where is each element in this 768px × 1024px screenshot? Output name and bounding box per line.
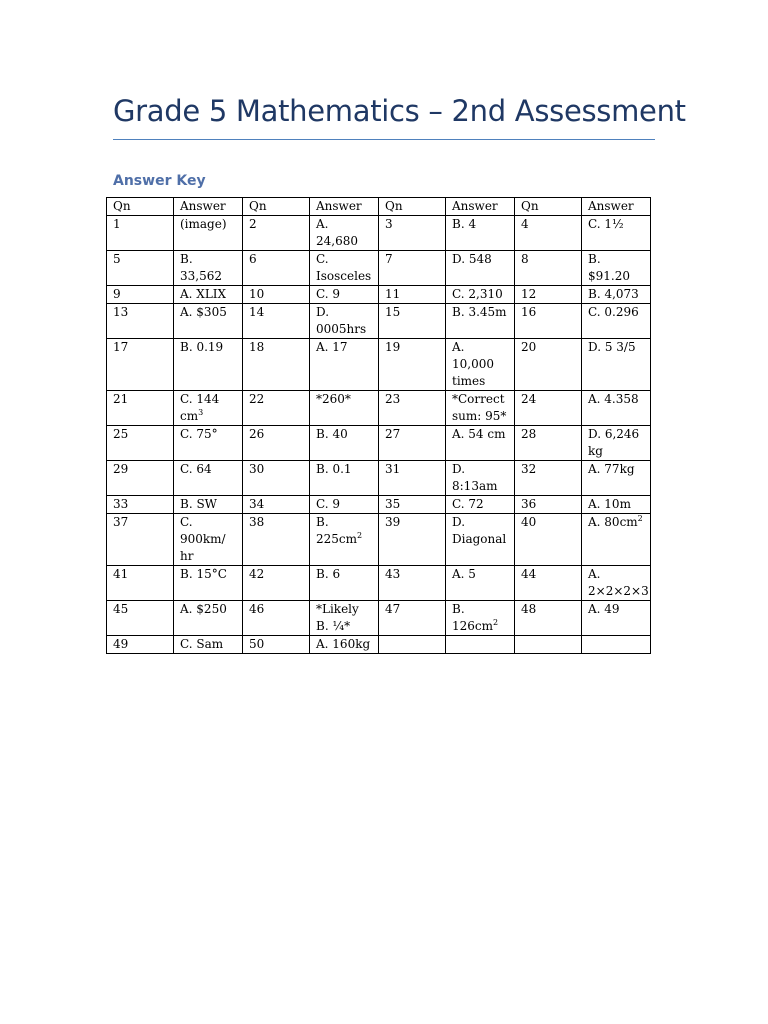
question-number-cell: 38 [243, 514, 310, 566]
question-number-cell: 43 [379, 566, 446, 601]
question-number-cell: 49 [107, 636, 174, 654]
document-title: Grade 5 Mathematics – 2nd Assessment [113, 94, 686, 128]
answer-cell [582, 426, 651, 461]
answer-table-body [107, 198, 651, 654]
answer-text: *Likely B. ¼* [316, 602, 359, 633]
answer-text: D. 5 3/5 [588, 340, 636, 354]
answer-text: A. 4.358 [588, 392, 639, 406]
answer-text: D. 548 [452, 252, 492, 266]
answer-cell [582, 601, 651, 636]
question-number-cell: 14 [243, 304, 310, 339]
answer-cell [310, 636, 379, 654]
question-number-cell: 27 [379, 426, 446, 461]
question-number-cell: 11 [379, 286, 446, 304]
answer-text: C. 9 [316, 287, 341, 301]
question-number-cell: 42 [243, 566, 310, 601]
question-number-cell: 19 [379, 339, 446, 391]
question-number-cell: 30 [243, 461, 310, 496]
question-number-cell: 35 [379, 496, 446, 514]
answer-text: C. Sam [180, 637, 224, 651]
question-number-cell: 41 [107, 566, 174, 601]
table-row [107, 339, 651, 391]
answer-text: B. 126cm [452, 602, 494, 633]
answer-cell [310, 461, 379, 496]
answer-cell [174, 286, 243, 304]
header-cell: Answer [310, 198, 379, 216]
answer-cell [446, 514, 515, 566]
answer-text: A. $305 [180, 305, 227, 319]
answer-cell [174, 636, 243, 654]
table-row [107, 601, 651, 636]
answer-text: C. 0.296 [588, 305, 639, 319]
question-number-cell: 3 [379, 216, 446, 251]
answer-text: A. 5 [452, 567, 476, 581]
header-cell: Answer [582, 198, 651, 216]
question-number-cell: 37 [107, 514, 174, 566]
answer-text: B. $91.20 [588, 252, 630, 283]
header-cell: Qn [243, 198, 310, 216]
header-cell: Qn [107, 198, 174, 216]
answer-cell [582, 496, 651, 514]
question-number-cell: 31 [379, 461, 446, 496]
answer-text: D. 0005hrs [316, 305, 367, 336]
table-row [107, 426, 651, 461]
answer-cell [310, 286, 379, 304]
answer-cell [310, 216, 379, 251]
answer-cell [174, 496, 243, 514]
answer-cell [174, 391, 243, 426]
table-row [107, 251, 651, 286]
answer-cell [310, 514, 379, 566]
header-cell: Answer [446, 198, 515, 216]
question-number-cell: 48 [515, 601, 582, 636]
question-number-cell: 50 [243, 636, 310, 654]
answer-text: *Correct sum: 95* [452, 392, 507, 423]
answer-cell [582, 251, 651, 286]
answer-text: A. 10,000 times [452, 340, 494, 388]
table-row [107, 496, 651, 514]
question-number-cell: 36 [515, 496, 582, 514]
answer-text: A. 10m [588, 497, 631, 511]
answer-text: A. 49 [588, 602, 620, 616]
question-number-cell: 18 [243, 339, 310, 391]
table-row [107, 286, 651, 304]
answer-cell [310, 251, 379, 286]
answer-text: D. 8:13am [452, 462, 498, 493]
question-number-cell: 9 [107, 286, 174, 304]
answer-cell [310, 426, 379, 461]
question-number-cell: 6 [243, 251, 310, 286]
question-number-cell: 44 [515, 566, 582, 601]
question-number-cell: 10 [243, 286, 310, 304]
answer-cell [446, 566, 515, 601]
answer-cell [446, 496, 515, 514]
question-number-cell: 20 [515, 339, 582, 391]
question-number-cell: 45 [107, 601, 174, 636]
question-number-cell: 40 [515, 514, 582, 566]
question-number-cell: 7 [379, 251, 446, 286]
answer-cell [446, 216, 515, 251]
header-cell: Qn [515, 198, 582, 216]
answer-text: D. 6,246 kg [588, 427, 640, 458]
question-number-cell: 2 [243, 216, 310, 251]
answer-cell [174, 461, 243, 496]
section-heading: Answer Key [113, 173, 206, 189]
answer-cell [174, 339, 243, 391]
answer-cell [582, 304, 651, 339]
table-row [107, 391, 651, 426]
answer-text: C. 72 [452, 497, 484, 511]
answer-text: A. $250 [180, 602, 227, 616]
question-number-cell: 8 [515, 251, 582, 286]
question-number-cell [515, 636, 582, 654]
answer-text: B. 4 [452, 217, 477, 231]
table-row [107, 566, 651, 601]
answer-cell [310, 496, 379, 514]
answer-cell [174, 566, 243, 601]
answer-text: B. 225cm [316, 515, 358, 546]
question-number-cell: 47 [379, 601, 446, 636]
answer-text: A. 2×2×2×3 [588, 567, 649, 598]
answer-text: B. 3.45m [452, 305, 507, 319]
answer-text: *260* [316, 392, 351, 406]
question-number-cell: 23 [379, 391, 446, 426]
answer-text: A. XLIX [180, 287, 227, 301]
answer-cell [582, 461, 651, 496]
answer-cell [446, 304, 515, 339]
answer-text: B. 4,073 [588, 287, 639, 301]
question-number-cell: 13 [107, 304, 174, 339]
answer-text: A. 54 cm [452, 427, 506, 441]
question-number-cell: 25 [107, 426, 174, 461]
unit-exponent: 2 [637, 514, 643, 523]
answer-text: C. 75° [180, 427, 218, 441]
answer-cell [446, 461, 515, 496]
answer-text: C. 1½ [588, 217, 624, 231]
header-cell: Qn [379, 198, 446, 216]
answer-cell [310, 391, 379, 426]
answer-cell [582, 339, 651, 391]
answer-text: B. 15°C [180, 567, 227, 581]
table-row [107, 514, 651, 566]
answer-text: A. 77kg [588, 462, 635, 476]
answer-text: B. 0.1 [316, 462, 352, 476]
answer-cell [582, 566, 651, 601]
question-number-cell: 34 [243, 496, 310, 514]
header-cell: Answer [174, 198, 243, 216]
unit-exponent: 3 [198, 408, 204, 417]
answer-cell [446, 391, 515, 426]
answer-cell [446, 339, 515, 391]
answer-cell [310, 339, 379, 391]
answer-text: A. 24,680 [316, 217, 358, 248]
answer-text: (image) [180, 217, 227, 231]
answer-text: C. 144 cm [180, 392, 220, 423]
question-number-cell [379, 636, 446, 654]
answer-text: B. 40 [316, 427, 348, 441]
answer-cell [446, 251, 515, 286]
answer-text: B. 6 [316, 567, 341, 581]
answer-text: C. Isosceles [316, 252, 372, 283]
question-number-cell: 39 [379, 514, 446, 566]
answer-cell [174, 216, 243, 251]
answer-cell [174, 251, 243, 286]
answer-text: A. 80cm [588, 515, 638, 529]
answer-key-table [106, 197, 651, 654]
answer-cell [174, 304, 243, 339]
unit-exponent: 2 [493, 618, 499, 627]
unit-exponent: 2 [357, 531, 363, 540]
question-number-cell: 26 [243, 426, 310, 461]
question-number-cell: 16 [515, 304, 582, 339]
answer-text: B. 33,562 [180, 252, 222, 283]
table-row [107, 461, 651, 496]
table-row [107, 636, 651, 654]
answer-cell [174, 514, 243, 566]
answer-cell [582, 636, 651, 654]
question-number-cell: 24 [515, 391, 582, 426]
question-number-cell: 32 [515, 461, 582, 496]
question-number-cell: 28 [515, 426, 582, 461]
table-header-row [107, 198, 651, 216]
answer-cell [582, 514, 651, 566]
question-number-cell: 33 [107, 496, 174, 514]
answer-cell [582, 286, 651, 304]
answer-text: A. 160kg [316, 637, 371, 651]
answer-cell [446, 286, 515, 304]
answer-text: D. Diagonal [452, 515, 507, 546]
question-number-cell: 21 [107, 391, 174, 426]
answer-cell [446, 426, 515, 461]
answer-cell [446, 601, 515, 636]
answer-text: C. 900km/ hr [180, 515, 226, 563]
answer-cell [582, 391, 651, 426]
answer-text: B. 0.19 [180, 340, 224, 354]
question-number-cell: 12 [515, 286, 582, 304]
answer-text: C. 9 [316, 497, 341, 511]
title-underline [113, 139, 655, 140]
answer-text: C. 2,310 [452, 287, 503, 301]
question-number-cell: 4 [515, 216, 582, 251]
question-number-cell: 15 [379, 304, 446, 339]
answer-text: C. 64 [180, 462, 212, 476]
table-row [107, 216, 651, 251]
answer-text: A. 17 [316, 340, 348, 354]
question-number-cell: 46 [243, 601, 310, 636]
question-number-cell: 5 [107, 251, 174, 286]
answer-cell [310, 566, 379, 601]
answer-cell [310, 601, 379, 636]
question-number-cell: 1 [107, 216, 174, 251]
answer-cell [174, 426, 243, 461]
answer-text: B. SW [180, 497, 218, 511]
question-number-cell: 29 [107, 461, 174, 496]
table-row [107, 304, 651, 339]
answer-cell [174, 601, 243, 636]
answer-cell [446, 636, 515, 654]
question-number-cell: 22 [243, 391, 310, 426]
answer-cell [310, 304, 379, 339]
answer-cell [582, 216, 651, 251]
question-number-cell: 17 [107, 339, 174, 391]
